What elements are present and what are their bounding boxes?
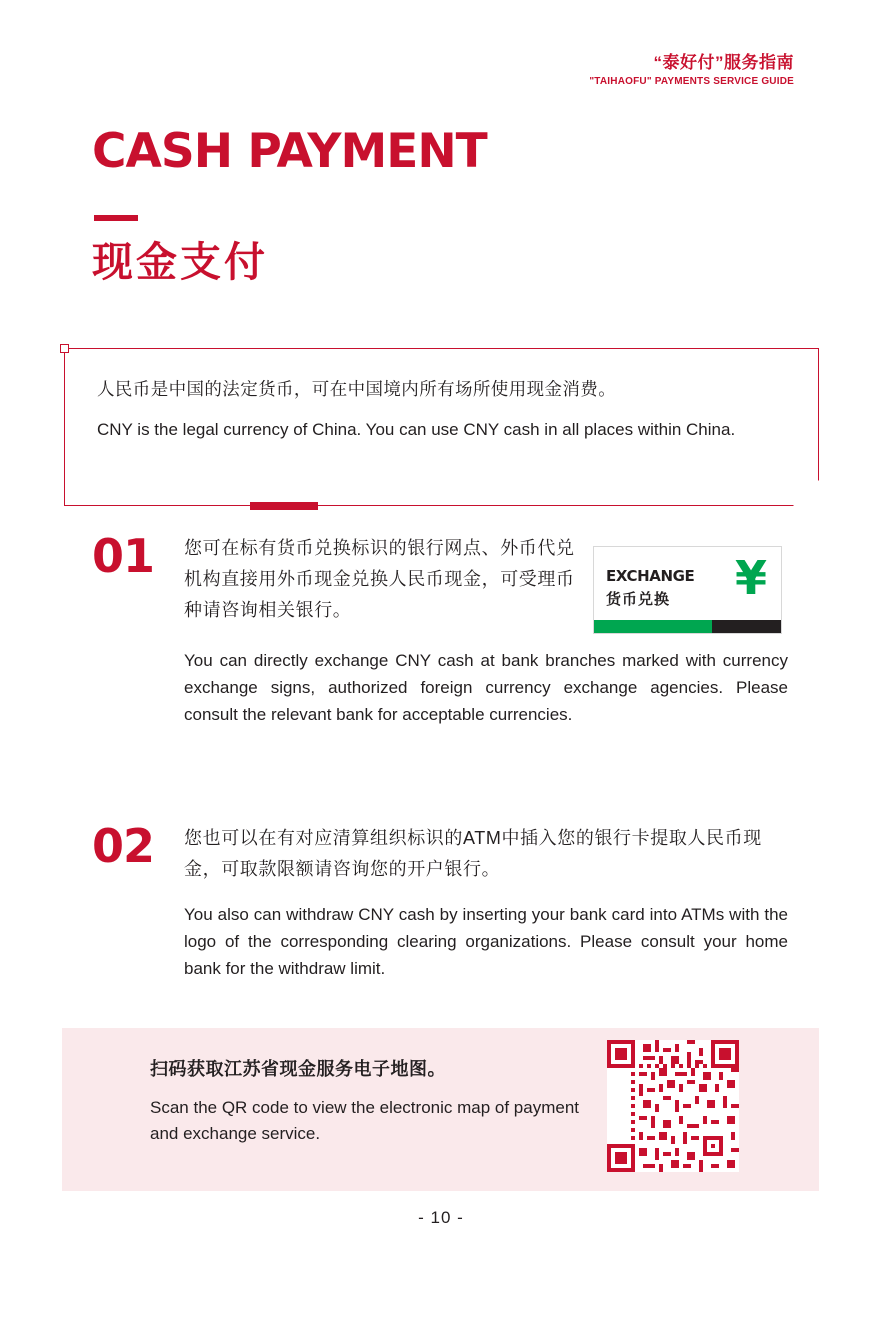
intro-text-block	[97, 376, 787, 444]
item-text-cn: 您可在标有货币兑换标识的银行网点、外币代兑机构直接用外币现金兑换人民币现金，可受理币种请咨询相关银行。	[184, 538, 575, 620]
exchange-sign-green-bar	[594, 620, 712, 633]
header-title-cn: “泰好付”服务指南	[653, 53, 794, 72]
header-title-en: "TAIHAOFU" PAYMENTS SERVICE GUIDE	[589, 76, 794, 88]
list-item	[92, 819, 792, 982]
intro-text-cn: 人民币是中国的法定货币，可在中国境内所有场所使用现金消费。	[97, 379, 617, 399]
item-body	[184, 823, 792, 982]
item-number: 02	[92, 819, 155, 873]
intro-text-en: CNY is the legal currency of China. You can use CNY cash in all places within China.	[97, 420, 736, 440]
item-text-en: You also can withdraw CNY cash by inserting your bank card into ATMs with the logo of the corresponding clearing organizations. Please consult your home bank for the withdraw limit.	[184, 904, 788, 979]
corner-square-marker	[60, 344, 69, 353]
page-number: - 10 -	[418, 1208, 464, 1227]
page-title-en: CASH PAYMENT	[92, 124, 487, 179]
document-header	[589, 52, 794, 87]
item-text-en: You can directly exchange CNY cash at bank branches marked with currency exchange signs, authorized foreign currency exchange agencies. Please consult the relevant bank for acceptable currencies.	[184, 650, 788, 725]
accent-bar	[250, 502, 318, 510]
exchange-sign-word-en: EXCHANGE	[606, 567, 695, 585]
qr-text-block	[150, 1056, 600, 1146]
intro-callout	[64, 348, 819, 506]
exchange-sign-word-cn: 货币兑换	[606, 591, 671, 608]
title-divider	[94, 215, 138, 221]
currency-exchange-sign-icon	[593, 546, 782, 634]
yuan-symbol-icon: ¥	[734, 551, 767, 605]
qr-text-cn: 扫码获取江苏省现金服务电子地图。	[150, 1059, 446, 1079]
item-number: 01	[92, 529, 155, 583]
qr-text-en: Scan the QR code to view the electronic map of payment and exchange service.	[150, 1098, 580, 1143]
qr-code	[607, 1040, 739, 1172]
exchange-sign-dark-bar	[712, 620, 781, 633]
page-title-cn: 现金支付	[92, 239, 268, 285]
item-text-cn: 您也可以在有对应清算组织标识的ATM中插入您的银行卡提取人民币现金，可取款限额请咨询您的开户银行。	[184, 828, 762, 879]
